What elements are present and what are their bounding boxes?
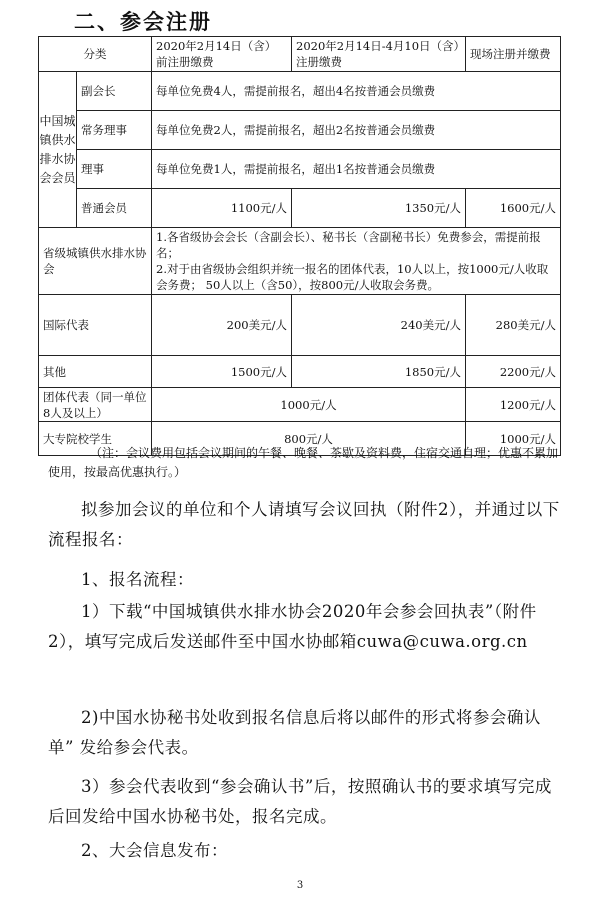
section-heading: 二、参会注册 — [74, 10, 212, 34]
table-row — [39, 111, 561, 150]
header-onsite: 现场注册并缴费 — [466, 37, 561, 72]
step-2-paragraph: 2)中国水协秘书处收到报名信息后将以邮件的形式将参会确认单” 发给参会代表。 — [48, 708, 541, 757]
fee-note: （注：会议费用包括会议期间的午餐、晚餐、茶歇及资料费，住宿交通自理；优惠不累加使用，按最高优惠执行。） — [48, 446, 559, 479]
provincial-policy-line1: 1.各省级协会会长（含副会长）、秘书长（含副秘书长）免费参会，需提前报名； — [156, 230, 541, 260]
association-member-label: 中国城镇供水排水协会会员 — [39, 72, 77, 228]
table-row — [39, 388, 561, 422]
director-label: 理事 — [77, 150, 152, 189]
group-label: 团体代表（同一单位8人及以上） — [39, 388, 152, 422]
international-onsite-fee: 280美元/人 — [466, 295, 561, 356]
table-row — [39, 150, 561, 189]
student-label: 大专院校学生 — [39, 422, 152, 456]
provincial-policy — [152, 228, 561, 295]
header-mid: 2020年2月14日-4月10日（含）注册缴费 — [292, 37, 466, 72]
regular-mid-fee: 1350元/人 — [292, 189, 466, 228]
regular-onsite-fee: 1600元/人 — [466, 189, 561, 228]
regular-early-fee: 1100元/人 — [152, 189, 292, 228]
other-onsite-fee: 2200元/人 — [466, 356, 561, 388]
step-1-paragraph: 1）下载“中国城镇供水排水协会2020年会参会回执表”（附件2），填写完成后发送邮件至中国水协邮箱cuwa@cuwa.org.cn — [48, 602, 537, 651]
vice-president-policy: 每单位免费4人，需提前报名，超出4名按普通会员缴费 — [152, 72, 561, 111]
group-onsite-fee: 1200元/人 — [466, 388, 561, 422]
step-3-paragraph: 3）参会代表收到“参会确认书”后，按照确认书的要求填写完成后回发给中国水协秘书处，报名完成。 — [48, 777, 552, 826]
section-2-heading: 2、大会信息发布： — [81, 841, 228, 860]
fee-table — [38, 36, 561, 456]
international-mid-fee: 240美元/人 — [292, 295, 466, 356]
other-early-fee: 1500元/人 — [152, 356, 292, 388]
table-row — [39, 228, 561, 295]
table-row — [39, 295, 561, 356]
international-early-fee: 200美元/人 — [152, 295, 292, 356]
director-policy: 每单位免费1人，需提前报名，超出1名按普通会员缴费 — [152, 150, 561, 189]
other-mid-fee: 1850元/人 — [292, 356, 466, 388]
other-label: 其他 — [39, 356, 152, 388]
section-1-heading: 1、报名流程： — [81, 570, 194, 589]
table-row — [39, 356, 561, 388]
header-early: 2020年2月14日（含）前注册缴费 — [152, 37, 292, 72]
header-category: 分类 — [39, 37, 152, 72]
student-advance-fee: 800元/人 — [152, 422, 466, 456]
page-number: 3 — [296, 880, 304, 891]
provincial-policy-line2: 2.对于由省级协会组织并统一报名的团体代表，10人以上，按1000元/人收取会务费； 50人以上（含50），按800元/人收取会务费。 — [156, 262, 549, 292]
group-advance-fee: 1000元/人 — [152, 388, 466, 422]
executive-director-label: 常务理事 — [77, 111, 152, 150]
table-header-row — [39, 37, 561, 72]
student-onsite-fee: 1000元/人 — [466, 422, 561, 456]
table-row — [39, 72, 561, 111]
table-row — [39, 189, 561, 228]
regular-member-label: 普通会员 — [77, 189, 152, 228]
executive-director-policy: 每单位免费2人，需提前报名，超出2名按普通会员缴费 — [152, 111, 561, 150]
international-label: 国际代表 — [39, 295, 152, 356]
intro-paragraph: 拟参加会议的单位和个人请填写会议回执（附件2），并通过以下流程报名： — [48, 500, 560, 549]
provincial-label: 省级城镇供水排水协会 — [39, 228, 152, 295]
vice-president-label: 副会长 — [77, 72, 152, 111]
